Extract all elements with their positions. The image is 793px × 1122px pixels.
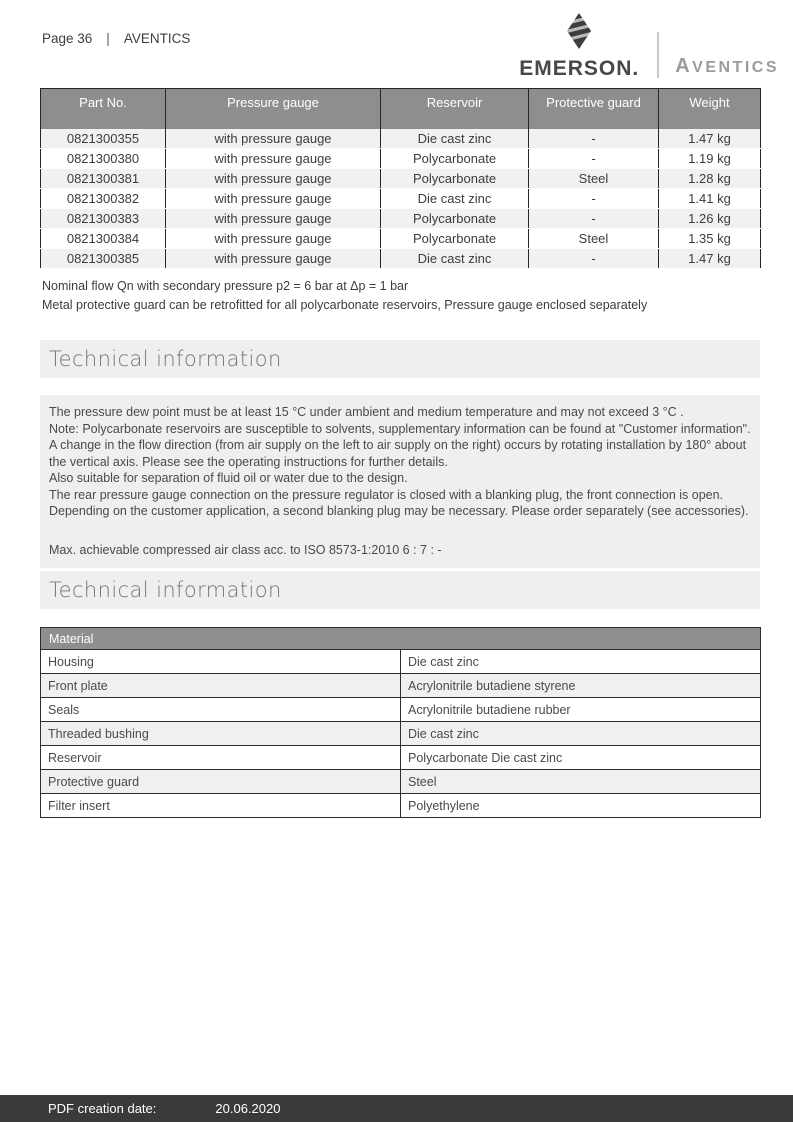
- col-part-no: Part No.: [41, 89, 166, 129]
- emerson-logo: [519, 12, 639, 79]
- section-technical-information-1: [40, 340, 760, 378]
- cell-reservoir: Polycarbonate: [381, 149, 529, 169]
- logo-block: [519, 12, 779, 79]
- cell-weight: 1.26 kg: [659, 209, 761, 229]
- cell-protective-guard: Steel: [529, 169, 659, 189]
- cell-part-no: 0821300381: [41, 169, 166, 189]
- material-property: Filter insert: [41, 794, 401, 818]
- table-row: [41, 650, 761, 674]
- col-weight: Weight: [659, 89, 761, 129]
- page-number-label: Page 36: [42, 31, 93, 46]
- parts-table-header-row: [41, 89, 761, 129]
- table-row: [41, 229, 761, 249]
- material-property: Front plate: [41, 674, 401, 698]
- material-header-row: [41, 628, 761, 650]
- header-separator: |: [106, 31, 110, 46]
- cell-protective-guard: -: [529, 249, 659, 269]
- table-row: [41, 698, 761, 722]
- material-value: Acrylonitrile butadiene styrene: [401, 674, 761, 698]
- table-row: [41, 149, 761, 169]
- cell-reservoir: Polycarbonate: [381, 229, 529, 249]
- material-value: Steel: [401, 770, 761, 794]
- material-header: Material: [41, 628, 761, 650]
- table-row: [41, 770, 761, 794]
- aventics-wordmark: AVENTICS: [675, 55, 779, 77]
- table-row: [41, 746, 761, 770]
- header-brand-label: AVENTICS: [123, 31, 191, 46]
- material-property: Housing: [41, 650, 401, 674]
- emerson-diamond-icon: [564, 12, 594, 55]
- table-row: [41, 794, 761, 818]
- info-line: Note: Polycarbonate reservoirs are susceptible to solvents, supplementary information can be found at "Customer information".: [49, 421, 751, 436]
- info-line: The pressure dew point must be at least 15 °C under ambient and medium temperature and may not exceed 3 °C .: [49, 405, 684, 419]
- material-property: Reservoir: [41, 746, 401, 770]
- cell-part-no: 0821300380: [41, 149, 166, 169]
- table-row: [41, 189, 761, 209]
- cell-part-no: 0821300355: [41, 129, 166, 149]
- material-property: Threaded bushing: [41, 722, 401, 746]
- note-nominal-flow: Nominal flow Qn with secondary pressure p2 = 6 bar at Δp = 1 bar: [42, 279, 409, 293]
- material-table: [40, 627, 761, 818]
- cell-protective-guard: -: [529, 149, 659, 169]
- cell-weight: 1.19 kg: [659, 149, 761, 169]
- cell-reservoir: Die cast zinc: [381, 129, 529, 149]
- info-max-air-class-line: Max. achievable compressed air class acc. to ISO 8573-1:2010 6 : 7 : -: [49, 542, 442, 557]
- cell-weight: 1.47 kg: [659, 249, 761, 269]
- cell-part-no: 0821300385: [41, 249, 166, 269]
- info-line: A change in the flow direction (from air supply on the left to air supply on the right) occurs by rotating installation by 180° about the vertical axis. Please see the operating instructions for further details.: [49, 438, 747, 469]
- table-row: [41, 129, 761, 149]
- technical-info-box: [40, 395, 760, 568]
- info-line: Also suitable for separation of fluid oil or water due to the design.: [49, 471, 408, 485]
- table-notes: [42, 277, 758, 315]
- cell-protective-guard: -: [529, 209, 659, 229]
- col-protective-guard: Protective guard: [529, 89, 659, 129]
- table-row: [41, 209, 761, 229]
- table-row: [41, 674, 761, 698]
- col-reservoir: Reservoir: [381, 89, 529, 129]
- cell-pressure-gauge: with pressure gauge: [166, 149, 381, 169]
- parts-table: [40, 88, 761, 269]
- section-title: Technical information: [49, 347, 282, 371]
- section-title: Technical information: [49, 578, 282, 602]
- cell-pressure-gauge: with pressure gauge: [166, 229, 381, 249]
- emerson-wordmark: EMERSON.: [519, 57, 640, 80]
- col-pressure-gauge: Pressure gauge: [166, 89, 381, 129]
- info-gap: [49, 520, 751, 542]
- logo-divider: [657, 32, 659, 78]
- cell-pressure-gauge: with pressure gauge: [166, 169, 381, 189]
- material-value: Polycarbonate Die cast zinc: [401, 746, 761, 770]
- material-property: Seals: [41, 698, 401, 722]
- cell-pressure-gauge: with pressure gauge: [166, 189, 381, 209]
- cell-part-no: 0821300384: [41, 229, 166, 249]
- cell-pressure-gauge: with pressure gauge: [166, 129, 381, 149]
- cell-protective-guard: Steel: [529, 229, 659, 249]
- material-property: Protective guard: [41, 770, 401, 794]
- cell-part-no: 0821300382: [41, 189, 166, 209]
- footer-bar: [0, 1095, 793, 1122]
- cell-pressure-gauge: with pressure gauge: [166, 249, 381, 269]
- cell-reservoir: Die cast zinc: [381, 249, 529, 269]
- info-line: The rear pressure gauge connection on the pressure regulator is closed with a blanking plug, the front connection is open. Depending on the customer application, a second blanking plug may be necessary. Please order separately (see accessories).: [49, 487, 749, 518]
- pdf-creation-date-label: PDF creation date:: [48, 1101, 157, 1116]
- material-value: Die cast zinc: [401, 722, 761, 746]
- cell-protective-guard: -: [529, 129, 659, 149]
- cell-reservoir: Die cast zinc: [381, 189, 529, 209]
- cell-weight: 1.47 kg: [659, 129, 761, 149]
- page-header: [42, 31, 190, 46]
- table-row: [41, 169, 761, 189]
- cell-reservoir: Polycarbonate: [381, 169, 529, 189]
- cell-part-no: 0821300383: [41, 209, 166, 229]
- note-protective-guard: Metal protective guard can be retrofitted for all polycarbonate reservoirs, Pressure gauge enclosed separately: [42, 298, 648, 312]
- material-value: Acrylonitrile butadiene rubber: [401, 698, 761, 722]
- cell-weight: 1.28 kg: [659, 169, 761, 189]
- cell-pressure-gauge: with pressure gauge: [166, 209, 381, 229]
- table-row: [41, 722, 761, 746]
- section-technical-information-2: [40, 571, 760, 609]
- cell-protective-guard: -: [529, 189, 659, 209]
- material-value: Polyethylene: [401, 794, 761, 818]
- cell-weight: 1.35 kg: [659, 229, 761, 249]
- cell-weight: 1.41 kg: [659, 189, 761, 209]
- cell-reservoir: Polycarbonate: [381, 209, 529, 229]
- table-row: [41, 249, 761, 269]
- pdf-creation-date-value: 20.06.2020: [215, 1101, 281, 1116]
- material-value: Die cast zinc: [401, 650, 761, 674]
